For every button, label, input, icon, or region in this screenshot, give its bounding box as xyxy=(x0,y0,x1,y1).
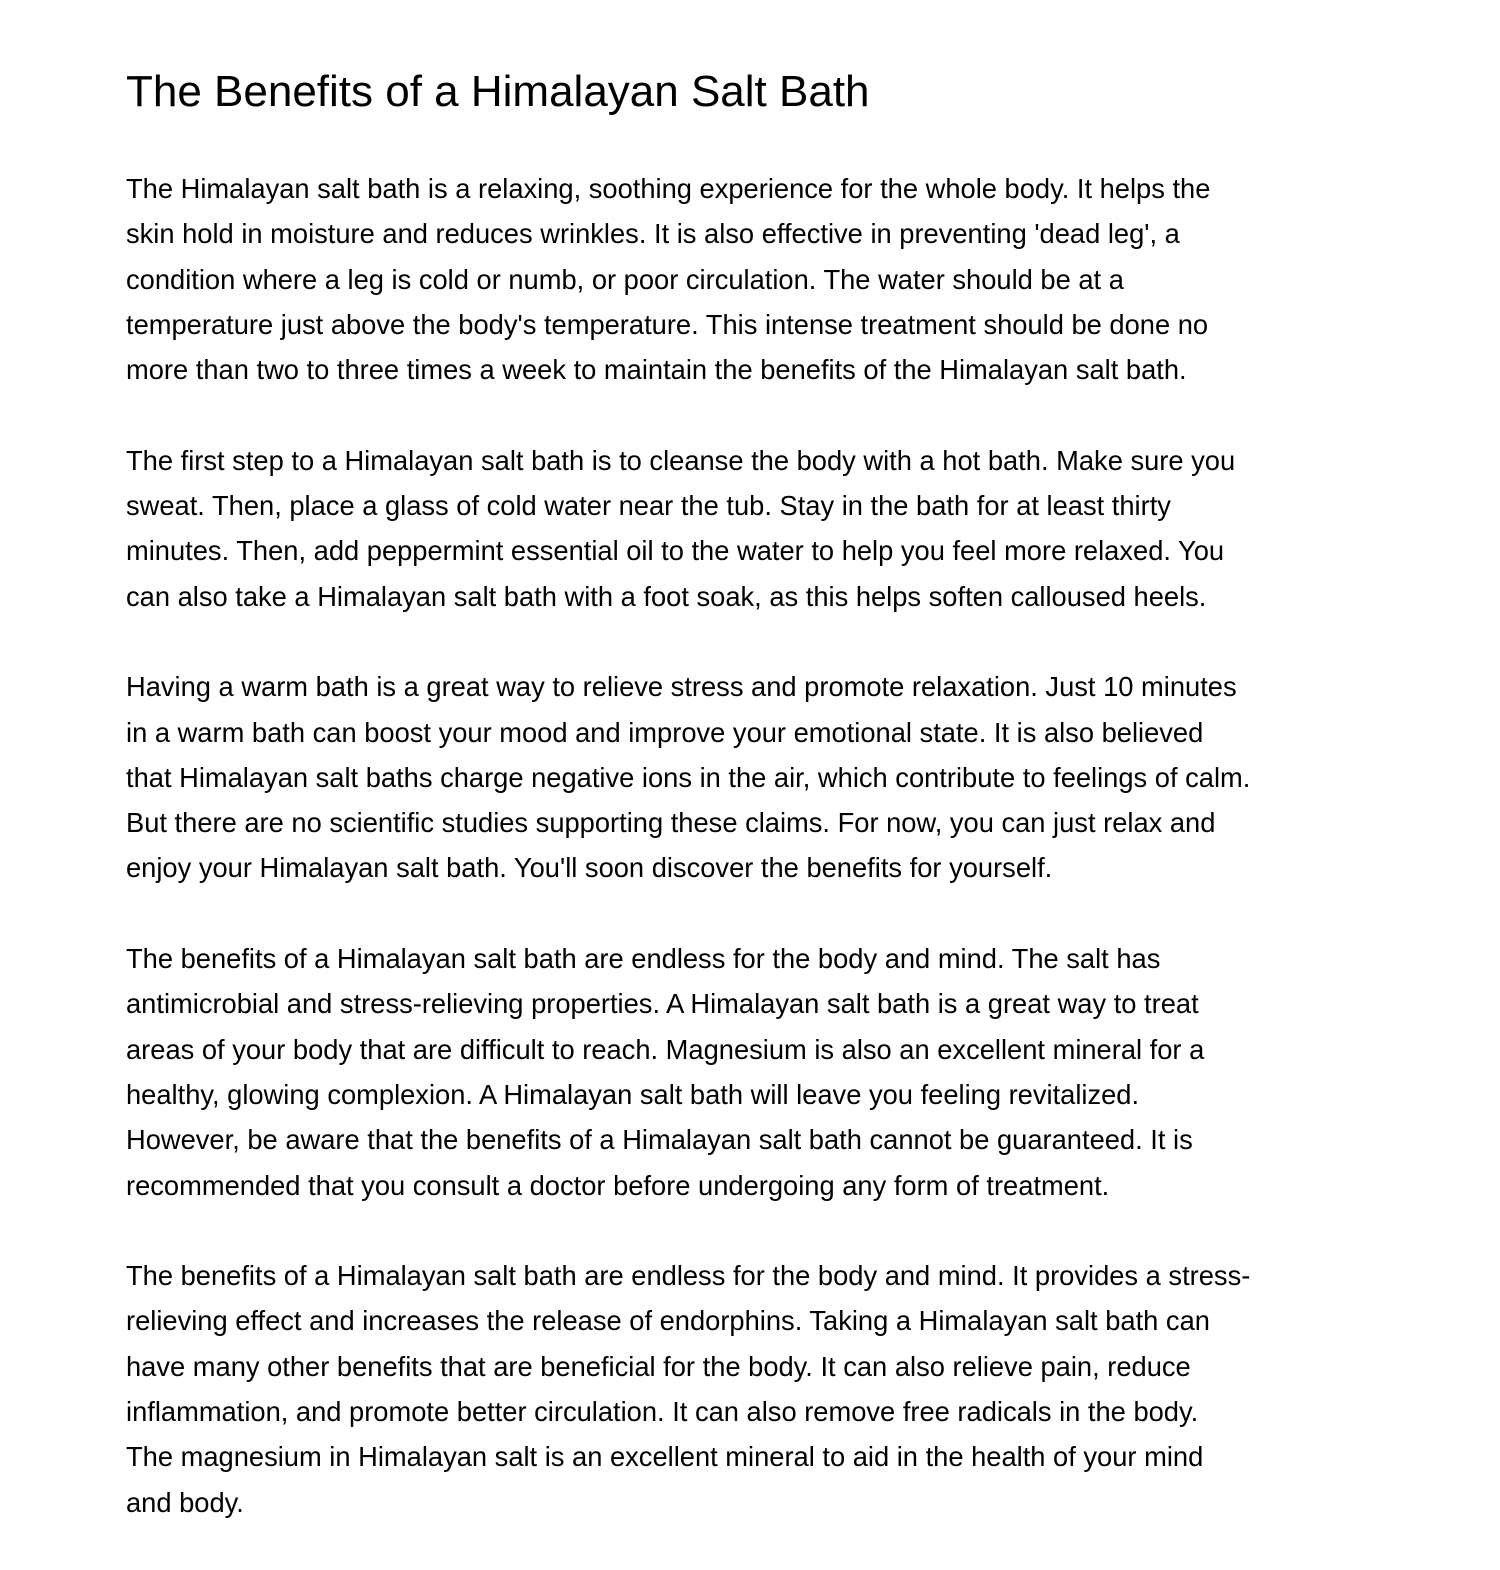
paragraph xyxy=(126,438,1426,619)
text-line: The benefits of a Himalayan salt bath are endless for the body and mind. The salt has xyxy=(126,943,1161,975)
text-line: in a warm bath can boost your mood and improve your emotional state. It is also believed xyxy=(126,716,1204,748)
text-line: more than two to three times a week to maintain the benefits of the Himalayan salt bath. xyxy=(126,354,1187,386)
text-line: temperature just above the body's temperature. This intense treatment should be done no xyxy=(126,308,1209,340)
paragraph xyxy=(126,1253,1426,1525)
text-line: areas of your body that are difficult to reach. Magnesium is also an excellent mineral for a xyxy=(126,1033,1205,1065)
text-line: condition where a leg is cold or numb, or poor circulation. The water should be at a xyxy=(126,263,1124,295)
text-line: But there are no scientific studies supporting these claims. For now, you can just relax and xyxy=(126,807,1216,839)
text-line: can also take a Himalayan salt bath with a foot soak, as this helps soften calloused heels. xyxy=(126,580,1207,612)
text-line: enjoy your Himalayan salt bath. You'll soon discover the benefits for yourself. xyxy=(126,852,1053,884)
paragraph xyxy=(126,166,1426,392)
text-line: sweat. Then, place a glass of cold water near the tub. Stay in the bath for at least thirty xyxy=(126,490,1171,522)
document-body xyxy=(126,166,1426,1570)
paragraph xyxy=(126,664,1426,890)
text-line: that Himalayan salt baths charge negative ions in the air, which contribute to feelings of calm. xyxy=(126,761,1251,793)
paragraph xyxy=(126,936,1426,1208)
text-line: However, be aware that the benefits of a Himalayan salt bath cannot be guaranteed. It is xyxy=(126,1124,1193,1156)
text-line: healthy, glowing complexion. A Himalayan salt bath will leave you feeling revitalized. xyxy=(126,1078,1140,1110)
text-line: recommended that you consult a doctor before undergoing any form of treatment. xyxy=(126,1169,1110,1201)
text-line: relieving effect and increases the release of endorphins. Taking a Himalayan salt bath can xyxy=(126,1305,1210,1337)
text-line: Having a warm bath is a great way to relieve stress and promote relaxation. Just 10 minutes xyxy=(126,671,1237,703)
text-line: skin hold in moisture and reduces wrinkles. It is also effective in preventing 'dead leg', a xyxy=(126,218,1180,250)
text-line: have many other benefits that are beneficial for the body. It can also relieve pain, reduce xyxy=(126,1350,1191,1382)
document-title: The Benefits of a Himalayan Salt Bath xyxy=(126,67,870,116)
text-line: minutes. Then, add peppermint essential oil to the water to help you feel more relaxed. You xyxy=(126,535,1225,567)
text-line: The benefits of a Himalayan salt bath are endless for the body and mind. It provides a stress- xyxy=(126,1260,1251,1292)
text-line: The first step to a Himalayan salt bath is to cleanse the body with a hot bath. Make sure you xyxy=(126,444,1236,476)
text-line: inflammation, and promote better circulation. It can also remove free radicals in the body. xyxy=(126,1396,1199,1428)
text-line: antimicrobial and stress-relieving properties. A Himalayan salt bath is a great way to treat xyxy=(126,988,1199,1020)
text-line: The magnesium in Himalayan salt is an excellent mineral to aid in the health of your mind xyxy=(126,1441,1204,1473)
text-line: and body. xyxy=(126,1486,244,1518)
text-line: The Himalayan salt bath is a relaxing, soothing experience for the whole body. It helps the xyxy=(126,173,1211,204)
